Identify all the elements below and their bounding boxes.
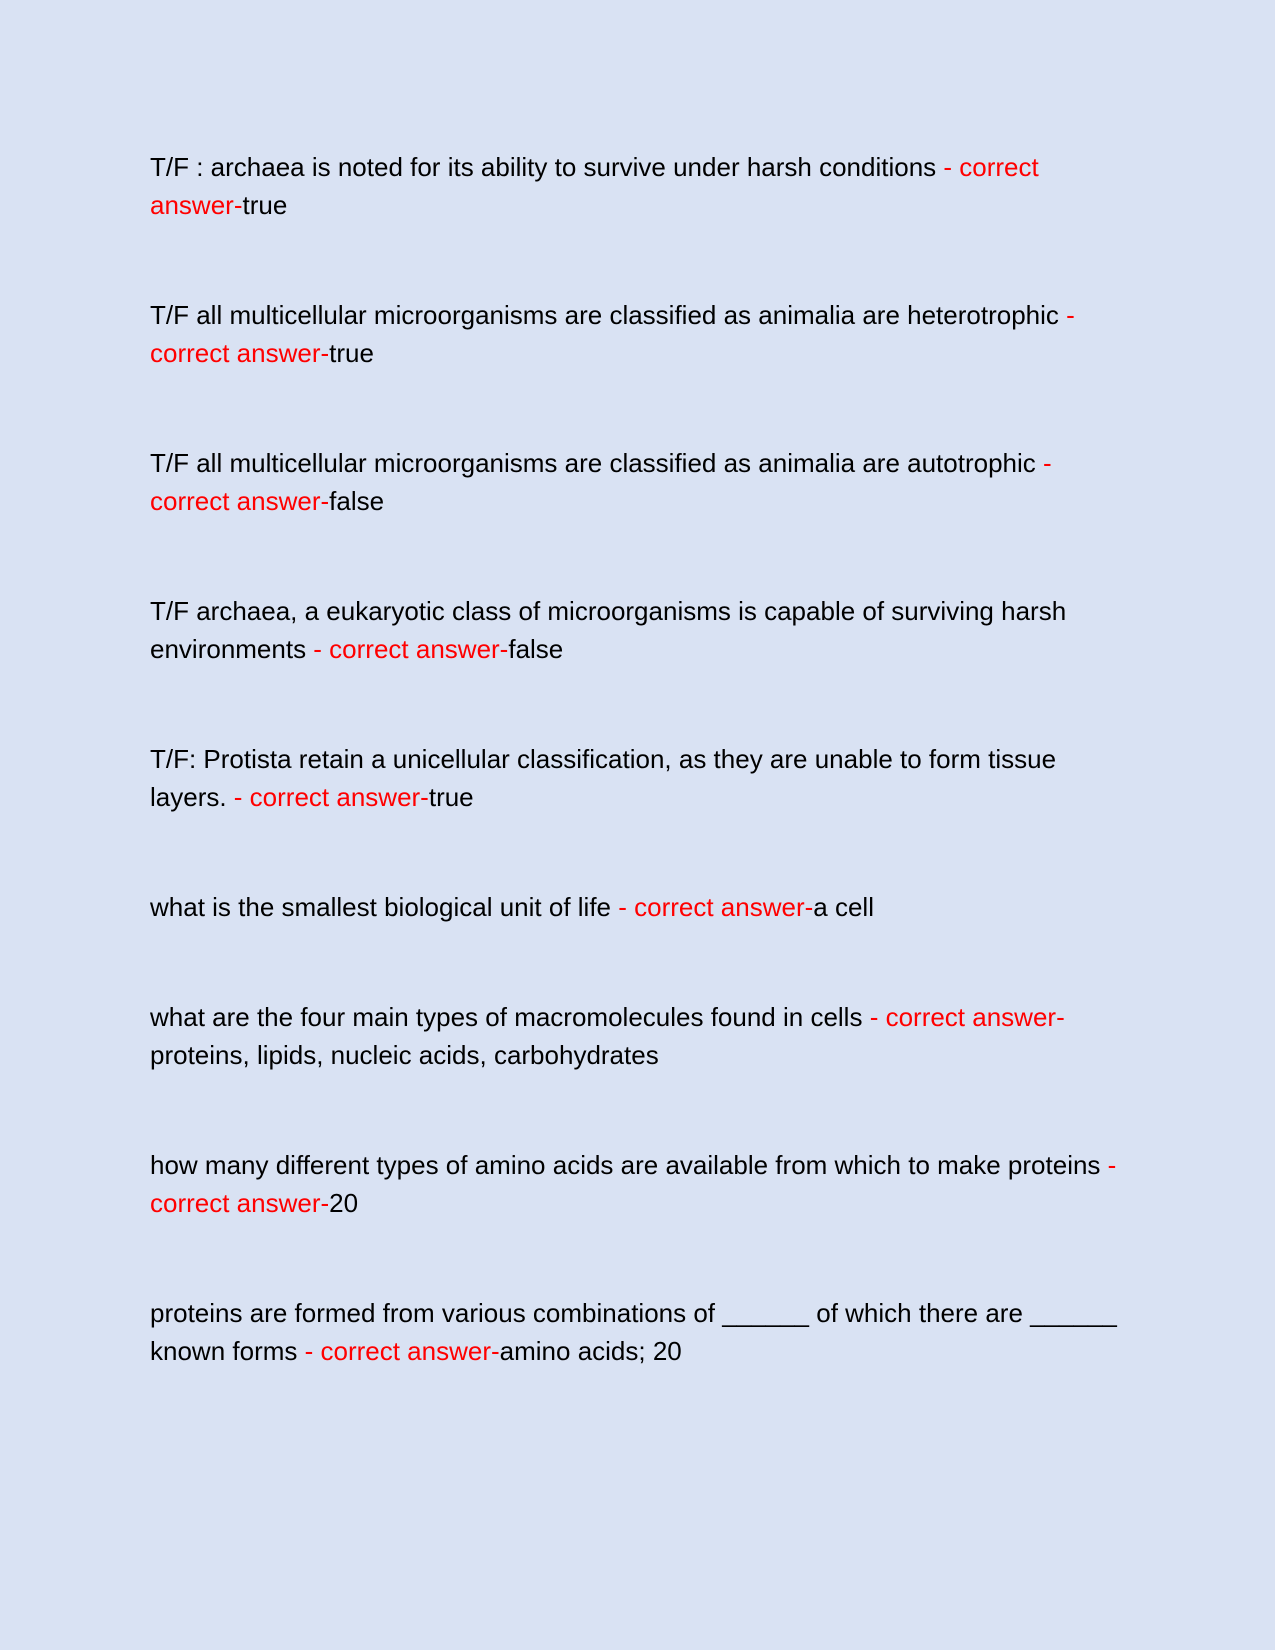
- answer-text: true: [329, 338, 374, 368]
- correct-answer-marker: - correct answer-: [150, 1150, 1117, 1218]
- correct-answer-marker: - correct answer-: [297, 1336, 500, 1366]
- correct-answer-marker: - correct answer-: [306, 634, 509, 664]
- qa-item-8: [150, 1146, 1125, 1222]
- question-text: T/F all multicellular microorganisms are classified as animalia are autotrophic: [150, 448, 1036, 478]
- question-text: T/F : archaea is noted for its ability to survive under harsh conditions: [150, 152, 937, 182]
- qa-item-3: [150, 444, 1125, 520]
- qa-item-9: [150, 1294, 1125, 1370]
- correct-answer-marker: - correct answer-: [150, 448, 1052, 516]
- question-text: T/F all multicellular microorganisms are classified as animalia are heterotrophic: [150, 300, 1059, 330]
- question-text: what are the four main types of macromolecules found in cells: [150, 1002, 863, 1032]
- question-text: what is the smallest biological unit of life: [150, 892, 612, 922]
- qa-item-5: [150, 740, 1125, 816]
- qa-item-2: [150, 296, 1125, 372]
- answer-text: true: [242, 190, 288, 220]
- document-page: [150, 148, 1125, 1442]
- qa-item-7: [150, 998, 1125, 1074]
- qa-item-1: [150, 148, 1125, 224]
- question-text: proteins are formed from various combinations of ______ of which there are ______ known forms: [150, 1298, 1117, 1366]
- correct-answer-marker: - correct answer-: [862, 1002, 1065, 1032]
- correct-answer-marker: - correct answer-: [611, 892, 814, 922]
- correct-answer-marker: - correct answer-: [150, 152, 1039, 220]
- answer-text: 20: [329, 1188, 359, 1218]
- question-text: T/F: Protista retain a unicellular classification, as they are unable to form tissue layers.: [150, 744, 1057, 812]
- answer-text: true: [428, 782, 474, 812]
- answer-text: amino acids; 20: [499, 1336, 682, 1366]
- answer-text: false: [508, 634, 564, 664]
- answer-text: proteins, lipids, nucleic acids, carbohydrates: [150, 1040, 659, 1070]
- correct-answer-marker: - correct answer-: [226, 782, 429, 812]
- correct-answer-marker: - correct answer-: [150, 300, 1075, 368]
- answer-text: a cell: [813, 892, 874, 922]
- qa-item-6: [150, 888, 1125, 926]
- answer-text: false: [329, 486, 385, 516]
- question-text: how many different types of amino acids are available from which to make proteins: [150, 1150, 1101, 1180]
- question-text: T/F archaea, a eukaryotic class of microorganisms is capable of surviving harsh environments: [150, 596, 1067, 664]
- qa-item-4: [150, 592, 1125, 668]
